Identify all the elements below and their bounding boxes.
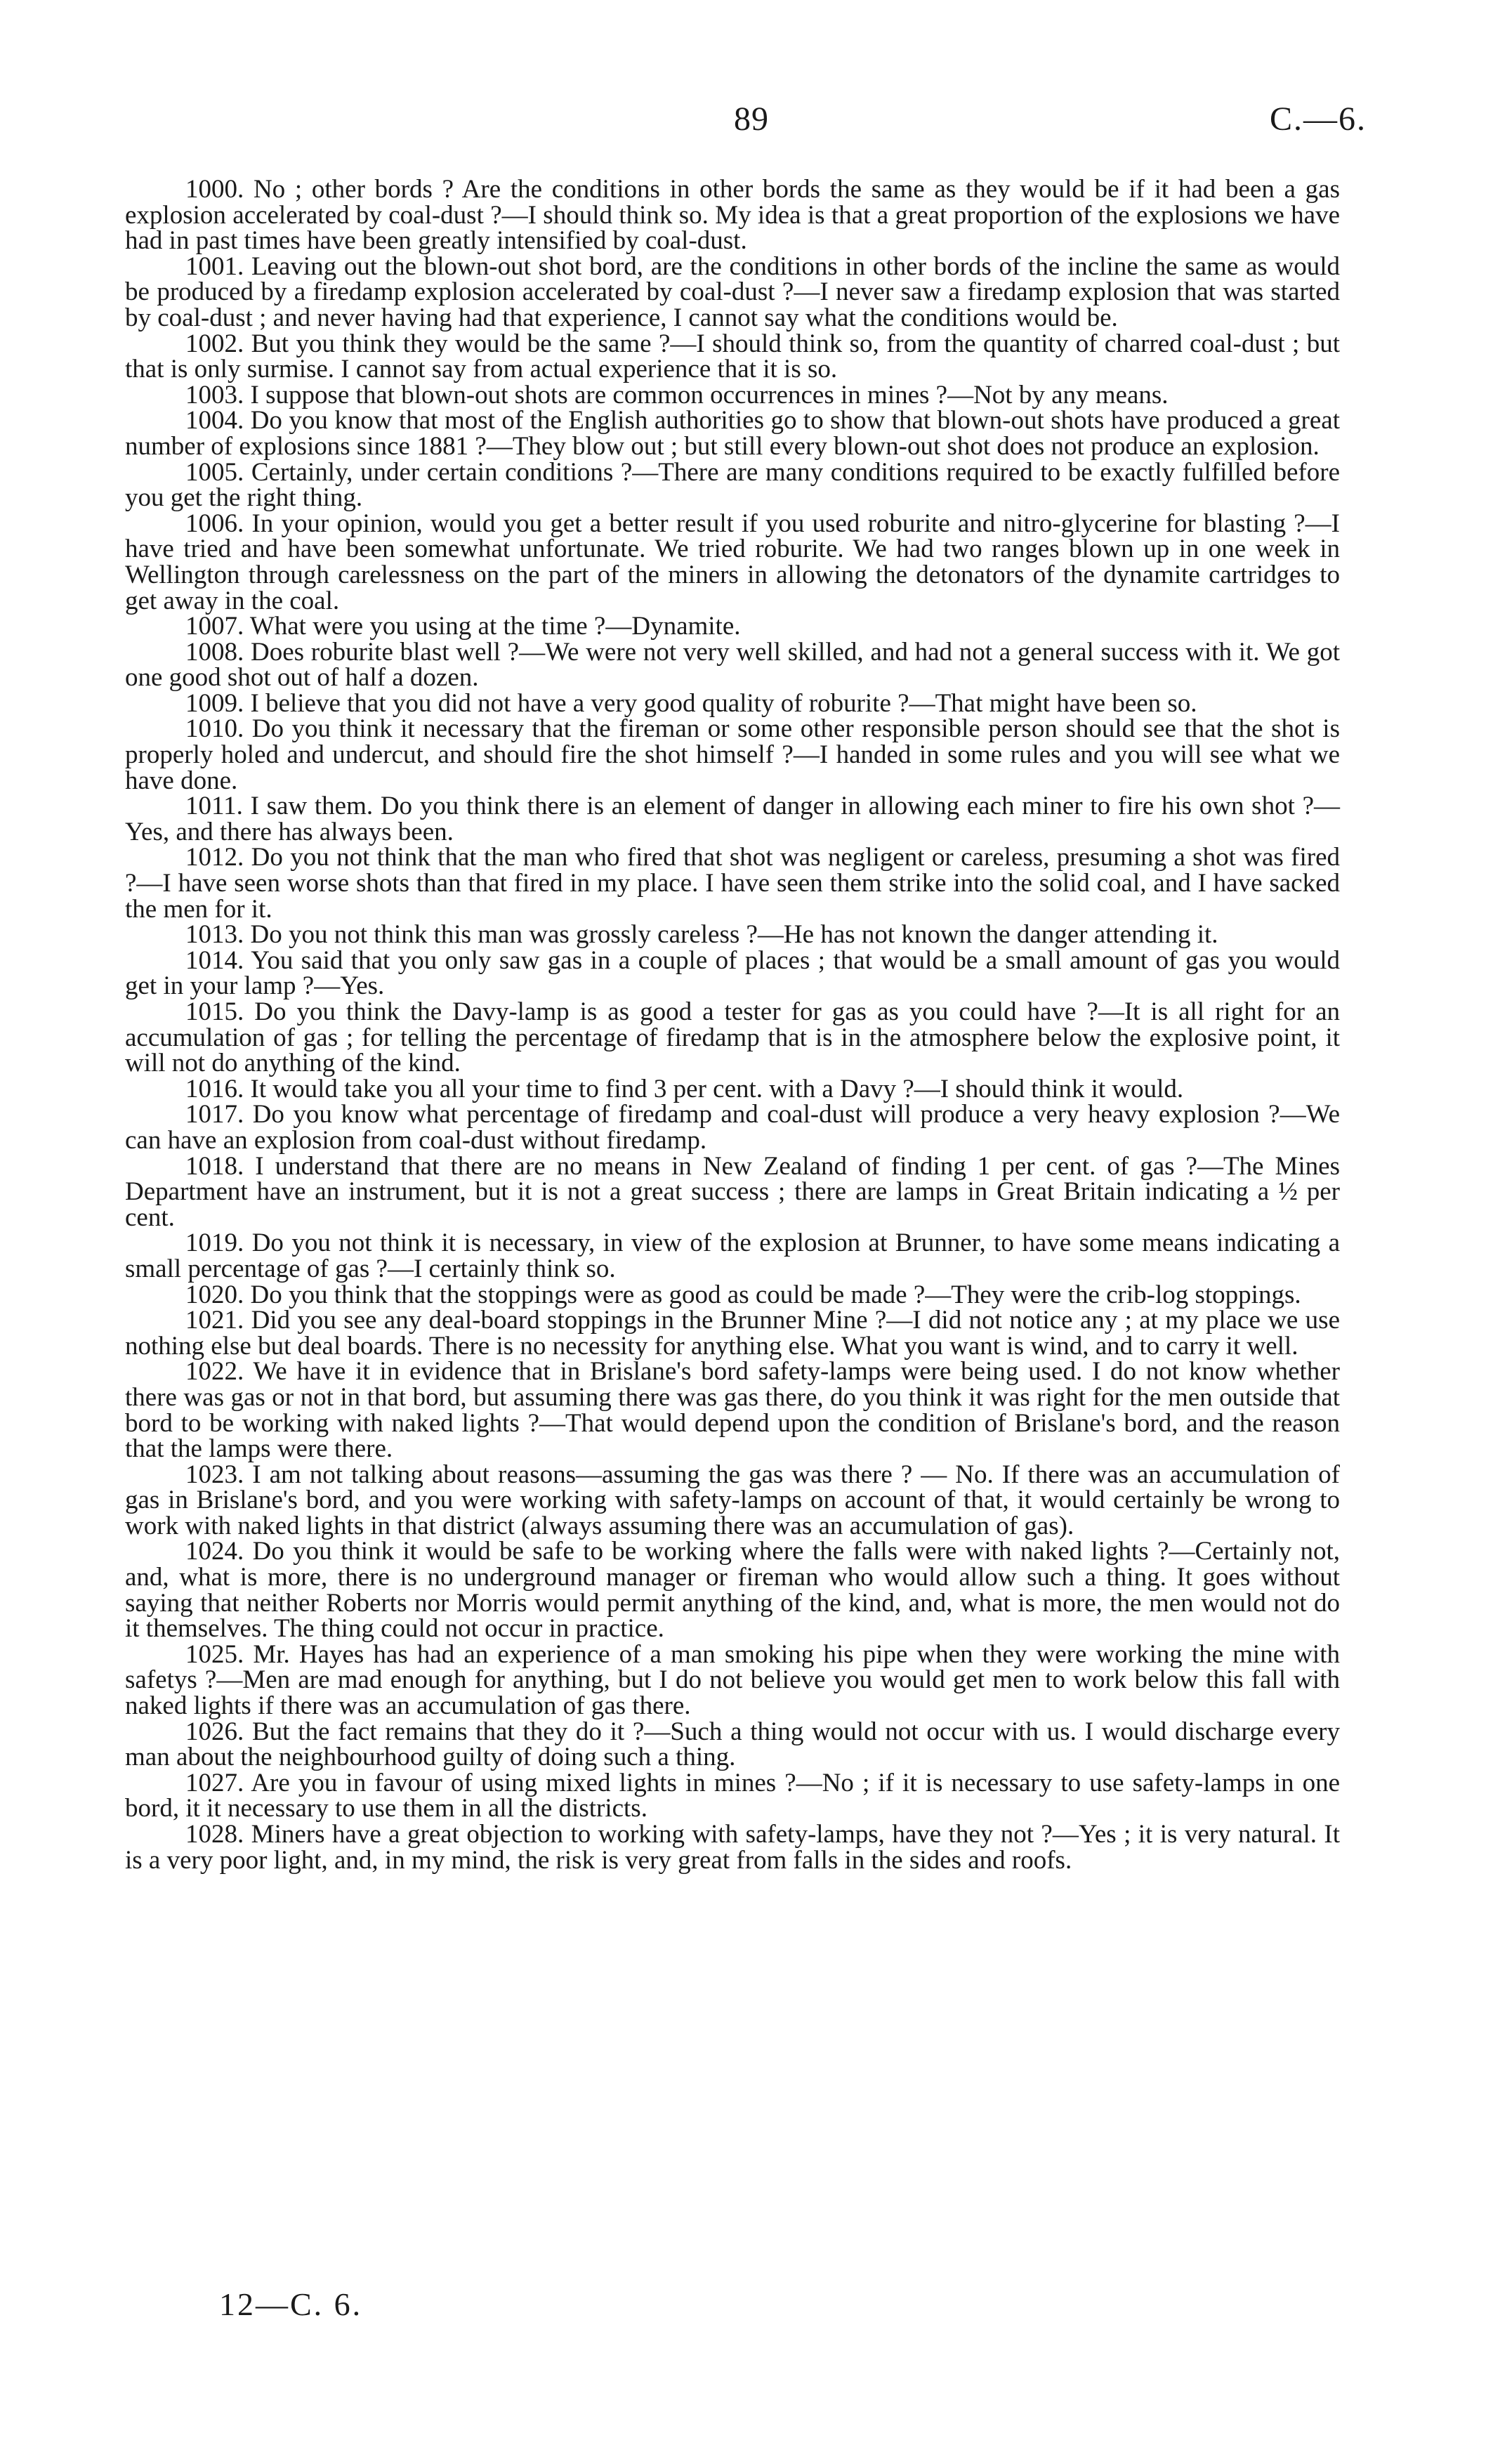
- question-answer-paragraph: 1006. In your opinion, would you get a better result if you used roburite and nitro-glycerine for blasting ?—I have tried and have been somewhat unfortunate. We tried roburite. We had two ranges blown up in one week in Wellington through carelessness on the part of the miners in allowing the detonators of the dynamite cartridges to get away in the coal.: [125, 509, 1340, 615]
- question-answer-paragraph: 1016. It would take you all your time to find 3 per cent. with a Davy ?—I should think it would.: [185, 1074, 1184, 1103]
- question-answer-paragraph: 1024. Do you think it would be safe to be working where the falls were with naked lights ?—Certainly not, and, what is more, there is no underground manager or fireman who would allow such a thing. It goes without saying that neither Roberts nor Morris would permit anything of the kind, and, what is more, the men would not do it themselves. The thing could not occur in practice.: [125, 1537, 1340, 1644]
- question-answer-paragraph: 1023. I am not talking about reasons—assuming the gas was there ? — No. If there was an accumulation of gas in Brislane's bord, and you were working with safety-lamps on account of that, it would certainly be wrong to work with naked lights in that district (always assuming there was an accumulation of gas).: [125, 1460, 1340, 1540]
- question-answer-paragraph: 1007. What were you using at the time ?—Dynamite.: [185, 612, 741, 641]
- question-answer-paragraph: 1002. But you think they would be the same ?—I should think so, from the quantity of charred coal-dust ; but that is only surmise. I cannot say from actual experience that it is so.: [125, 329, 1340, 384]
- question-answer-paragraph: 1017. Do you know what percentage of firedamp and coal-dust will produce a very heavy explosion ?—We can have an explosion from coal-dust without firedamp.: [125, 1100, 1340, 1155]
- question-answer-paragraph: 1021. Did you see any deal-board stoppings in the Brunner Mine ?—I did not notice any ; at my place we use nothing else but deal boards. There is no necessity for anything else. What you want is wind, and to carry it well.: [125, 1306, 1340, 1361]
- question-answer-paragraph: 1020. Do you think that the stoppings were as good as could be made ?—They were the crib-log stoppings.: [185, 1280, 1301, 1309]
- question-answer-paragraph: 1025. Mr. Hayes has had an experience of a man smoking his pipe when they were working the mine with safetys ?—Men are mad enough for anything, but I do not believe you would get men to work below this fall with naked lights if there was an accumulation of gas there.: [125, 1639, 1340, 1721]
- document-code: C.—6.: [1269, 100, 1367, 138]
- question-answer-paragraph: 1012. Do you not think that the man who fired that shot was negligent or careless, presuming a shot was fired ?—I have seen worse shots than that fired in my place. I have seen them strike into the solid coal, and I have sacked the men for it.: [125, 843, 1340, 924]
- question-answer-paragraph: 1018. I understand that there are no means in New Zealand of finding 1 per cent. of gas ?—The Mines Department have an instrument, but it is not a great success ; there are lamps in Great Britain indicating a ½ per cent.: [125, 1151, 1340, 1232]
- question-answer-paragraph: 1026. But the fact remains that they do it ?—Such a thing would not occur with us. I would discharge every man about the neighbourhood guilty of doing such a thing.: [125, 1717, 1340, 1772]
- signature-mark: 12—C. 6.: [219, 2286, 363, 2322]
- question-answer-paragraph: 1010. Do you think it necessary that the fireman or some other responsible person should see that the shot is properly holed and undercut, and should fire the shot himself ?—I handed in some rules and you will see what we have done.: [125, 714, 1340, 795]
- question-answer-paragraph: 1013. Do you not think this man was grossly careless ?—He has not known the danger attending it.: [185, 920, 1218, 950]
- evidence-body: [125, 177, 1340, 1873]
- question-answer-paragraph: 1008. Does roburite blast well ?—We were not very well skilled, and had not a general success with it. We got one good shot out of half a dozen.: [125, 637, 1340, 693]
- page-number: 89: [734, 100, 769, 138]
- question-answer-paragraph: 1004. Do you know that most of the English authorities go to show that blown-out shots have produced a great number of explosions since 1881 ?—They blow out ; but still every blown-out shot does not produce an explosion.: [125, 406, 1340, 461]
- question-answer-paragraph: 1027. Are you in favour of using mixed lights in mines ?—No ; if it is necessary to use safety-lamps in one bord, it it necessary to use them in all the districts.: [125, 1768, 1340, 1823]
- question-answer-paragraph: 1011. I saw them. Do you think there is an element of danger in allowing each miner to fire his own shot ?—Yes, and there has always been.: [125, 792, 1340, 846]
- question-answer-paragraph: 1015. Do you think the Davy-lamp is as good a tester for gas as you could have ?—It is all right for an accumulation of gas ; for telling the percentage of firedamp that is in the atmosphere below the explosive point, it will not do anything of the kind.: [125, 997, 1340, 1078]
- question-answer-paragraph: 1000. No ; other bords ? Are the conditions in other bords the same as they would be if it had been a gas explosion accelerated by coal-dust ?—I should think so. My idea is that a great proportion of the explosions we have had in past times have been greatly intensified by coal-dust.: [125, 175, 1340, 256]
- question-answer-paragraph: 1009. I believe that you did not have a very good quality of roburite ?—That might have been so.: [185, 688, 1197, 718]
- question-answer-paragraph: 1005. Certainly, under certain conditions ?—There are many conditions required to be exactly fulfilled before you get the right thing.: [125, 457, 1340, 513]
- question-answer-paragraph: 1022. We have it in evidence that in Brislane's bord safety-lamps were being used. I do not know whether there was gas or not in that bord, but assuming there was gas there, do you think it was right for the men outside that bord to be working with naked lights ?—That would depend upon the condition of Brislane's bord, and the reason that the lamps were there.: [125, 1357, 1340, 1464]
- question-answer-paragraph: 1014. You said that you only saw gas in a couple of places ; that would be a small amount of gas you would get in your lamp ?—Yes.: [125, 945, 1340, 1001]
- page-header: [0, 100, 1493, 149]
- question-answer-paragraph: 1001. Leaving out the blown-out shot bord, are the conditions in other bords of the incline the same as would be produced by a firedamp explosion accelerated by coal-dust ?—I never saw a firedamp explosion that was started by coal-dust ; and never having had that experience, I cannot say what the conditions would be.: [125, 251, 1340, 332]
- question-answer-paragraph: 1019. Do you not think it is necessary, in view of the explosion at Brunner, to have some means indicating a small percentage of gas ?—I certainly think so.: [125, 1228, 1340, 1283]
- question-answer-paragraph: 1003. I suppose that blown-out shots are common occurrences in mines ?—Not by any means.: [185, 380, 1169, 409]
- question-answer-paragraph: 1028. Miners have a great objection to working with safety-lamps, have they not ?—Yes ; it is very natural. It is a very poor light, and, in my mind, the risk is very great from falls in the sides and roofs.: [125, 1820, 1340, 1875]
